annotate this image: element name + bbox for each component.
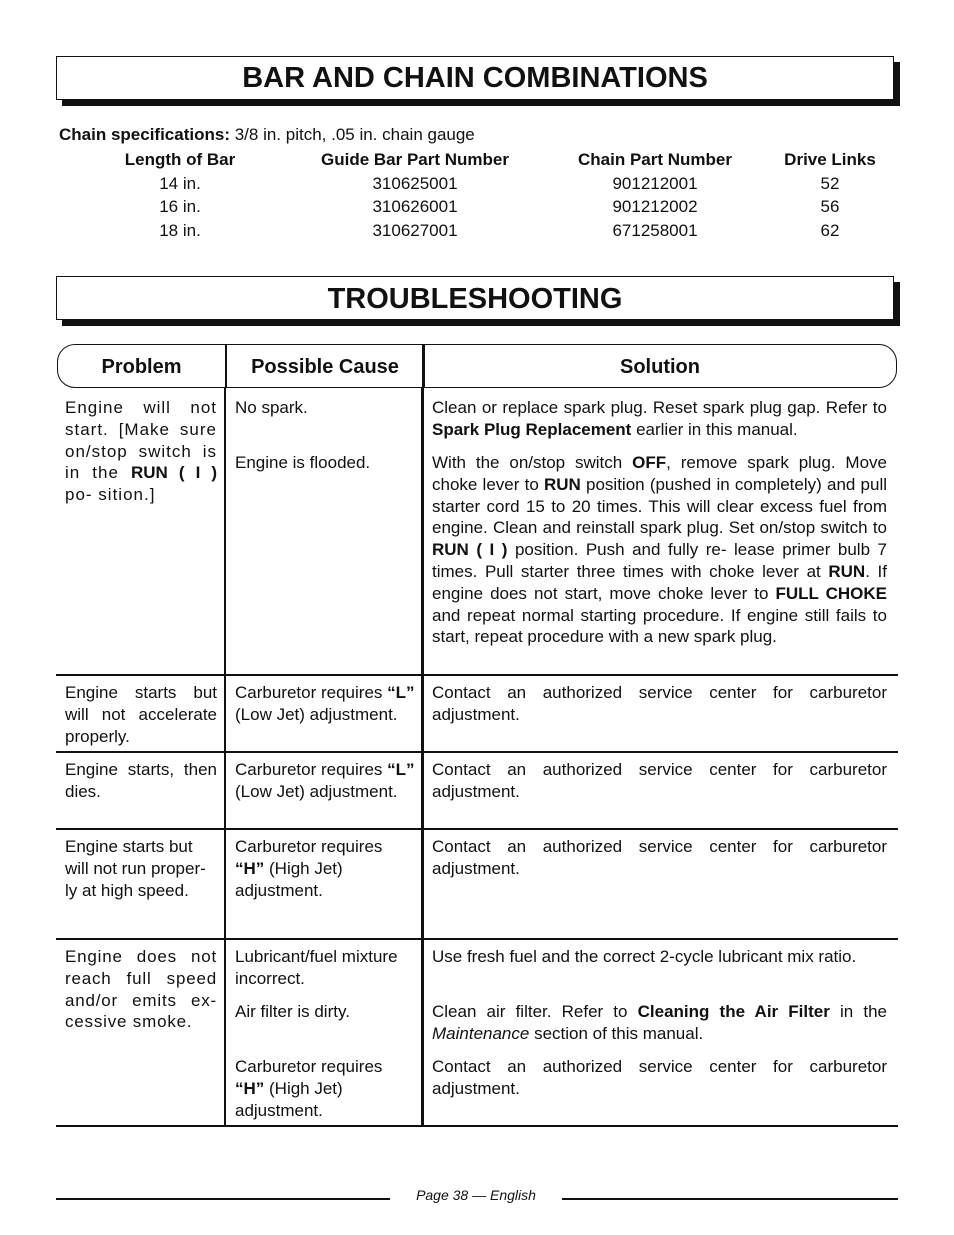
cause-mixture: Lubricant/fuel mixture incorrect. <box>235 947 398 988</box>
header-possible-cause: Possible Cause <box>251 356 399 378</box>
cause-text: (Low Jet) adjustment. <box>235 704 398 724</box>
troubleshooting-title: TROUBLESHOOTING <box>327 283 623 315</box>
solution-text: and repeat normal starting procedure. If engine still fails to start, repeat procedure with a new spark plug. <box>432 605 887 647</box>
problem-high-speed: Engine starts but will not run proper- ly at high speed. <box>65 837 206 900</box>
row-divider <box>56 938 898 940</box>
drive-links: 52 <box>820 173 840 193</box>
solution-clean-air-filter <box>432 1001 887 1045</box>
guide-bar-part-number: 310627001 <box>372 220 458 240</box>
jet-label: “H” <box>235 1078 265 1098</box>
solution-service-center: Contact an authorized service center for carburetor adjustment. <box>432 837 887 878</box>
col-length-of-bar: Length of Bar <box>124 150 236 169</box>
solution-bold: RUN ( I ) <box>432 540 508 560</box>
solution-text: With the on/stop switch <box>432 453 633 472</box>
row-divider <box>56 751 898 753</box>
solution-service-center: Contact an authorized service center for carburetor adjustment. <box>432 683 887 724</box>
problem-starts-then-dies: Engine starts, then dies. <box>65 760 217 801</box>
solution-text: . If engine does not start, move choke lever to <box>432 561 887 603</box>
jet-label: “H” <box>235 858 265 878</box>
bar-length: 16 in. <box>159 197 201 216</box>
cause-engine-flooded: Engine is flooded. <box>235 453 371 472</box>
chain-part-number: 901212001 <box>612 173 698 193</box>
cause-text: (High Jet) adjustment. <box>235 858 343 900</box>
solution-service-center: Contact an authorized service center for carburetor adjustment. <box>432 1057 887 1098</box>
table-row <box>0 197 954 221</box>
solution-italic: Maintenance <box>432 1023 530 1043</box>
spec-value: 3/8 in. pitch, .05 in. chain gauge <box>229 125 475 144</box>
column-divider <box>421 388 424 1126</box>
chain-table <box>0 150 954 244</box>
cause-air-filter: Air filter is dirty. <box>235 1002 350 1021</box>
drive-links: 62 <box>820 220 840 240</box>
solution-text: position. Push and fully re- lease primer bulb 7 times. Pull starter three times with choke lever at <box>432 540 888 581</box>
column-divider <box>224 388 226 1126</box>
troubleshooting-header <box>57 344 897 388</box>
cause-text: Carburetor requires <box>235 1057 383 1076</box>
solution-text: Clean air filter. Refer to <box>432 1002 638 1021</box>
bar-length: 18 in. <box>159 220 201 240</box>
cause-high-jet <box>235 1056 415 1121</box>
problem-full-speed-smoke: Engine does not reach full speed and/or emits ex- cessive smoke. <box>65 947 217 1032</box>
solution-fresh-fuel: Use fresh fuel and the correct 2-cycle lubricant mix ratio. <box>432 947 857 966</box>
solution-bold: RUN <box>828 561 866 581</box>
solution-service-center: Contact an authorized service center for carburetor adjustment. <box>432 760 887 801</box>
solution-text: , remove spark plug. Move choke lever to <box>432 453 887 494</box>
guide-bar-part-number: 310626001 <box>372 197 458 216</box>
drive-links: 56 <box>820 197 840 216</box>
solution-text: earlier in this manual. <box>631 419 798 439</box>
solution-text: in the <box>829 1002 887 1021</box>
row-divider <box>56 674 898 676</box>
chain-part-number: 901212002 <box>612 197 698 216</box>
cause-text: Carburetor requires <box>235 760 388 779</box>
solution-text: position (pushed in completely) and pull starter cord 15 to 20 times. This will clear excess fuel from engine. Clean and reinstall spark plug. Set on/stop switch to <box>432 474 888 538</box>
troubleshooting-banner <box>56 276 894 320</box>
page-footer: Page 38 — English <box>416 1187 536 1203</box>
bar-length: 14 in. <box>159 173 201 193</box>
header-problem: Problem <box>101 356 182 378</box>
chain-section-title: BAR AND CHAIN COMBINATIONS <box>242 62 708 94</box>
problem-engine-will-not-start <box>65 397 217 506</box>
solution-bold: Spark Plug Replacement <box>432 419 632 439</box>
solution-bold: RUN <box>543 474 581 494</box>
footer-rule-right <box>562 1198 898 1200</box>
solution-text: section of this manual. <box>529 1023 704 1043</box>
cause-text: Carburetor requires <box>235 683 388 702</box>
table-row <box>0 174 954 198</box>
jet-label: “L” <box>387 683 415 702</box>
table-row <box>0 221 954 245</box>
solution-bold: OFF <box>632 453 667 472</box>
jet-label: “L” <box>387 760 415 779</box>
cause-text: Carburetor requires <box>235 837 383 856</box>
cause-low-jet <box>235 682 415 726</box>
footer-rule-left <box>56 1198 390 1200</box>
run-label: RUN ( I ) <box>130 463 217 483</box>
problem-text: Engine will not start. [Make sure on/stop switch is in the <box>65 398 217 483</box>
col-chain-part: Chain Part Number <box>578 150 732 169</box>
spec-label: Chain specifications: <box>59 125 230 144</box>
header-solution: Solution <box>620 356 700 378</box>
cause-text: (Low Jet) adjustment. <box>235 781 398 801</box>
chain-part-number: 671258001 <box>612 220 698 240</box>
col-guide-bar-part: Guide Bar Part Number <box>321 150 509 169</box>
chain-section-banner <box>56 56 894 100</box>
cause-high-jet <box>235 836 415 901</box>
chain-table-header <box>0 150 954 174</box>
solution-bold: FULL CHOKE <box>775 583 887 603</box>
row-divider <box>56 828 898 830</box>
col-drive-links: Drive Links <box>784 150 876 169</box>
row-divider <box>56 1125 898 1127</box>
solution-text: Clean or replace spark plug. Reset spark plug gap. Refer to <box>432 398 887 417</box>
chain-specifications <box>59 125 475 145</box>
cause-low-jet <box>235 759 415 803</box>
problem-will-not-accelerate: Engine starts but will not accelerate properly. <box>65 683 217 746</box>
guide-bar-part-number: 310625001 <box>372 173 458 193</box>
cause-text: (High Jet) adjustment. <box>235 1078 343 1120</box>
cause-no-spark: No spark. <box>235 398 308 417</box>
problem-text: po- sition.] <box>65 485 156 505</box>
solution-spark-plug <box>432 397 887 441</box>
solution-flooded <box>432 452 887 648</box>
solution-bold: Cleaning the Air Filter <box>637 1002 830 1021</box>
